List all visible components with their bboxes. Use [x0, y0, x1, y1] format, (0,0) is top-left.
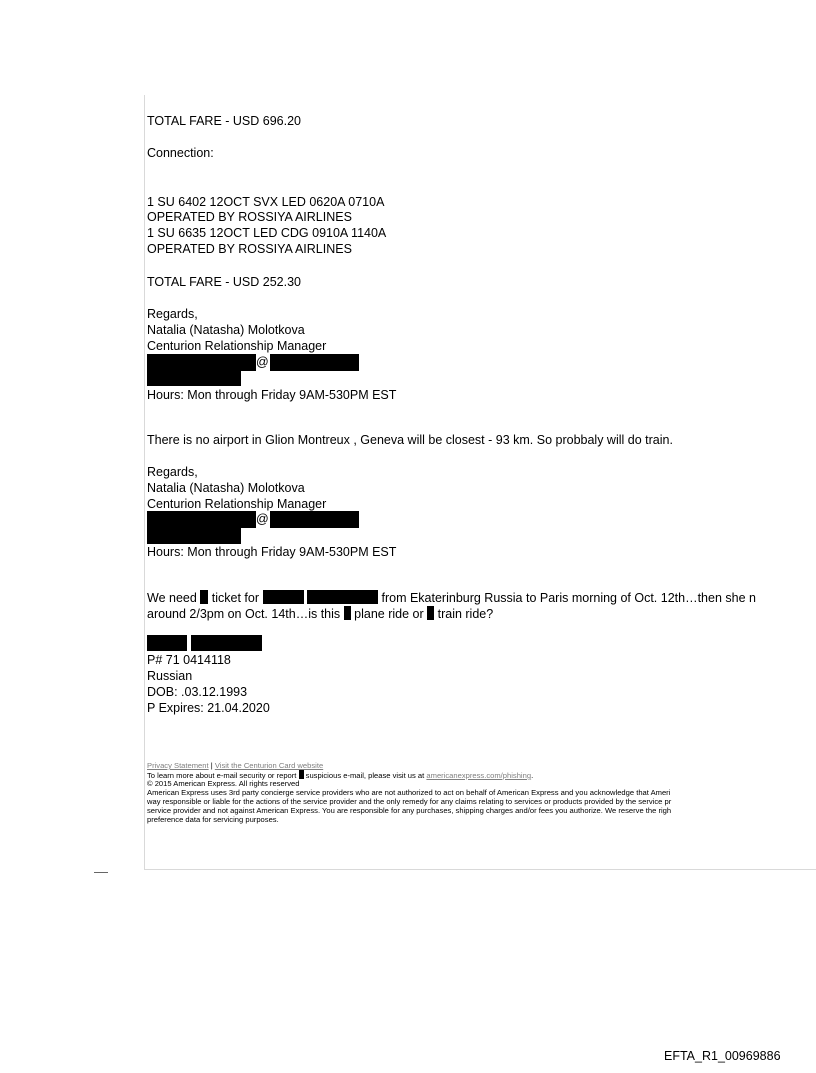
redaction-block [270, 511, 359, 528]
request-line-1 [147, 590, 756, 606]
disclaimer-line: American Express uses 3rd party concierge service providers who are not authorized to act on behalf of American Express and you acknowledge that Ameri [147, 788, 671, 797]
disclaimer-line: service provider and not against American Express. You are responsible for any purchases, shipping charges and/or fees you authorize. We reserve the righ [147, 806, 672, 815]
redaction-block [263, 590, 304, 604]
redaction-block [307, 590, 378, 604]
redaction-block [299, 770, 304, 779]
signature-regards: Regards, [147, 465, 198, 479]
request-text: We need [147, 591, 197, 605]
redaction-block [344, 606, 351, 620]
request-text: train ride? [437, 607, 494, 621]
connection-label: Connection: [147, 146, 214, 160]
signature-title: Centurion Relationship Manager [147, 339, 327, 353]
bates-number: EFTA_R1_00969886 [664, 1049, 781, 1063]
redaction-block [200, 590, 208, 604]
passport-number: P# 71 0414118 [147, 653, 231, 667]
security-text: suspicious e-mail, please visit us at [305, 771, 425, 780]
flight-operator-1: OPERATED BY ROSSIYA AIRLINES [147, 210, 352, 224]
redaction-block [147, 635, 187, 651]
redaction-block [147, 528, 241, 544]
nationality: Russian [147, 669, 193, 683]
disclaimer-line: preference data for servicing purposes. [147, 815, 279, 824]
disclaimer-line: way responsible or liable for the actions of the service provider and the only remedy for any claims relating to services or products provided by the service pr [147, 797, 672, 806]
copyright: © 2015 American Express. All rights reserved [147, 779, 300, 788]
flight-operator-2: OPERATED BY ROSSIYA AIRLINES [147, 242, 352, 256]
signature-name: Natalia (Natasha) Molotkova [147, 323, 305, 337]
redaction-block [147, 371, 241, 386]
request-text: around 2/3pm on Oct. 14th…is this [147, 607, 341, 621]
signature-regards: Regards, [147, 307, 198, 321]
privacy-statement-link[interactable]: Privacy Statement [147, 761, 209, 770]
date-of-birth: DOB: .03.12.1993 [147, 685, 248, 699]
security-text: To learn more about e-mail security or report [147, 771, 297, 780]
passport-expiry: P Expires: 21.04.2020 [147, 701, 270, 715]
request-line-2 [147, 606, 493, 622]
page-mark [94, 872, 108, 873]
signature-at: @ [256, 512, 269, 526]
airport-note: There is no airport in Glion Montreux , Geneva will be closest - 93 km. So probbaly will do train. [147, 433, 673, 447]
signature-title: Centurion Relationship Manager [147, 497, 327, 511]
request-text: ticket for [211, 591, 260, 605]
redaction-block [147, 511, 256, 528]
redaction-block [427, 606, 434, 620]
signature-at: @ [256, 355, 269, 369]
total-fare-2: TOTAL FARE - USD 252.30 [147, 275, 301, 289]
redaction-block [270, 354, 359, 371]
request-text: plane ride or [354, 607, 424, 621]
centurion-card-link[interactable]: Visit the Centurion Card website [214, 761, 324, 770]
signature-name: Natalia (Natasha) Molotkova [147, 481, 305, 495]
signature-hours: Hours: Mon through Friday 9AM-530PM EST [147, 388, 397, 402]
total-fare-1: TOTAL FARE - USD 696.20 [147, 114, 301, 128]
footer-separator: | [208, 761, 215, 770]
security-text: . [531, 771, 534, 780]
request-text: from Ekaterinburg Russia to Paris morning of Oct. 12th…then she n [381, 591, 756, 605]
flight-line-1: 1 SU 6402 12OCT SVX LED 0620A 0710A [147, 195, 385, 209]
footer-links [147, 761, 816, 770]
redaction-block [147, 354, 256, 371]
signature-hours: Hours: Mon through Friday 9AM-530PM EST [147, 545, 397, 559]
redaction-block [191, 635, 262, 651]
flight-line-2: 1 SU 6635 12OCT LED CDG 0910A 1140A [147, 226, 387, 240]
phishing-link[interactable]: americanexpress.com/phishing [426, 771, 532, 780]
